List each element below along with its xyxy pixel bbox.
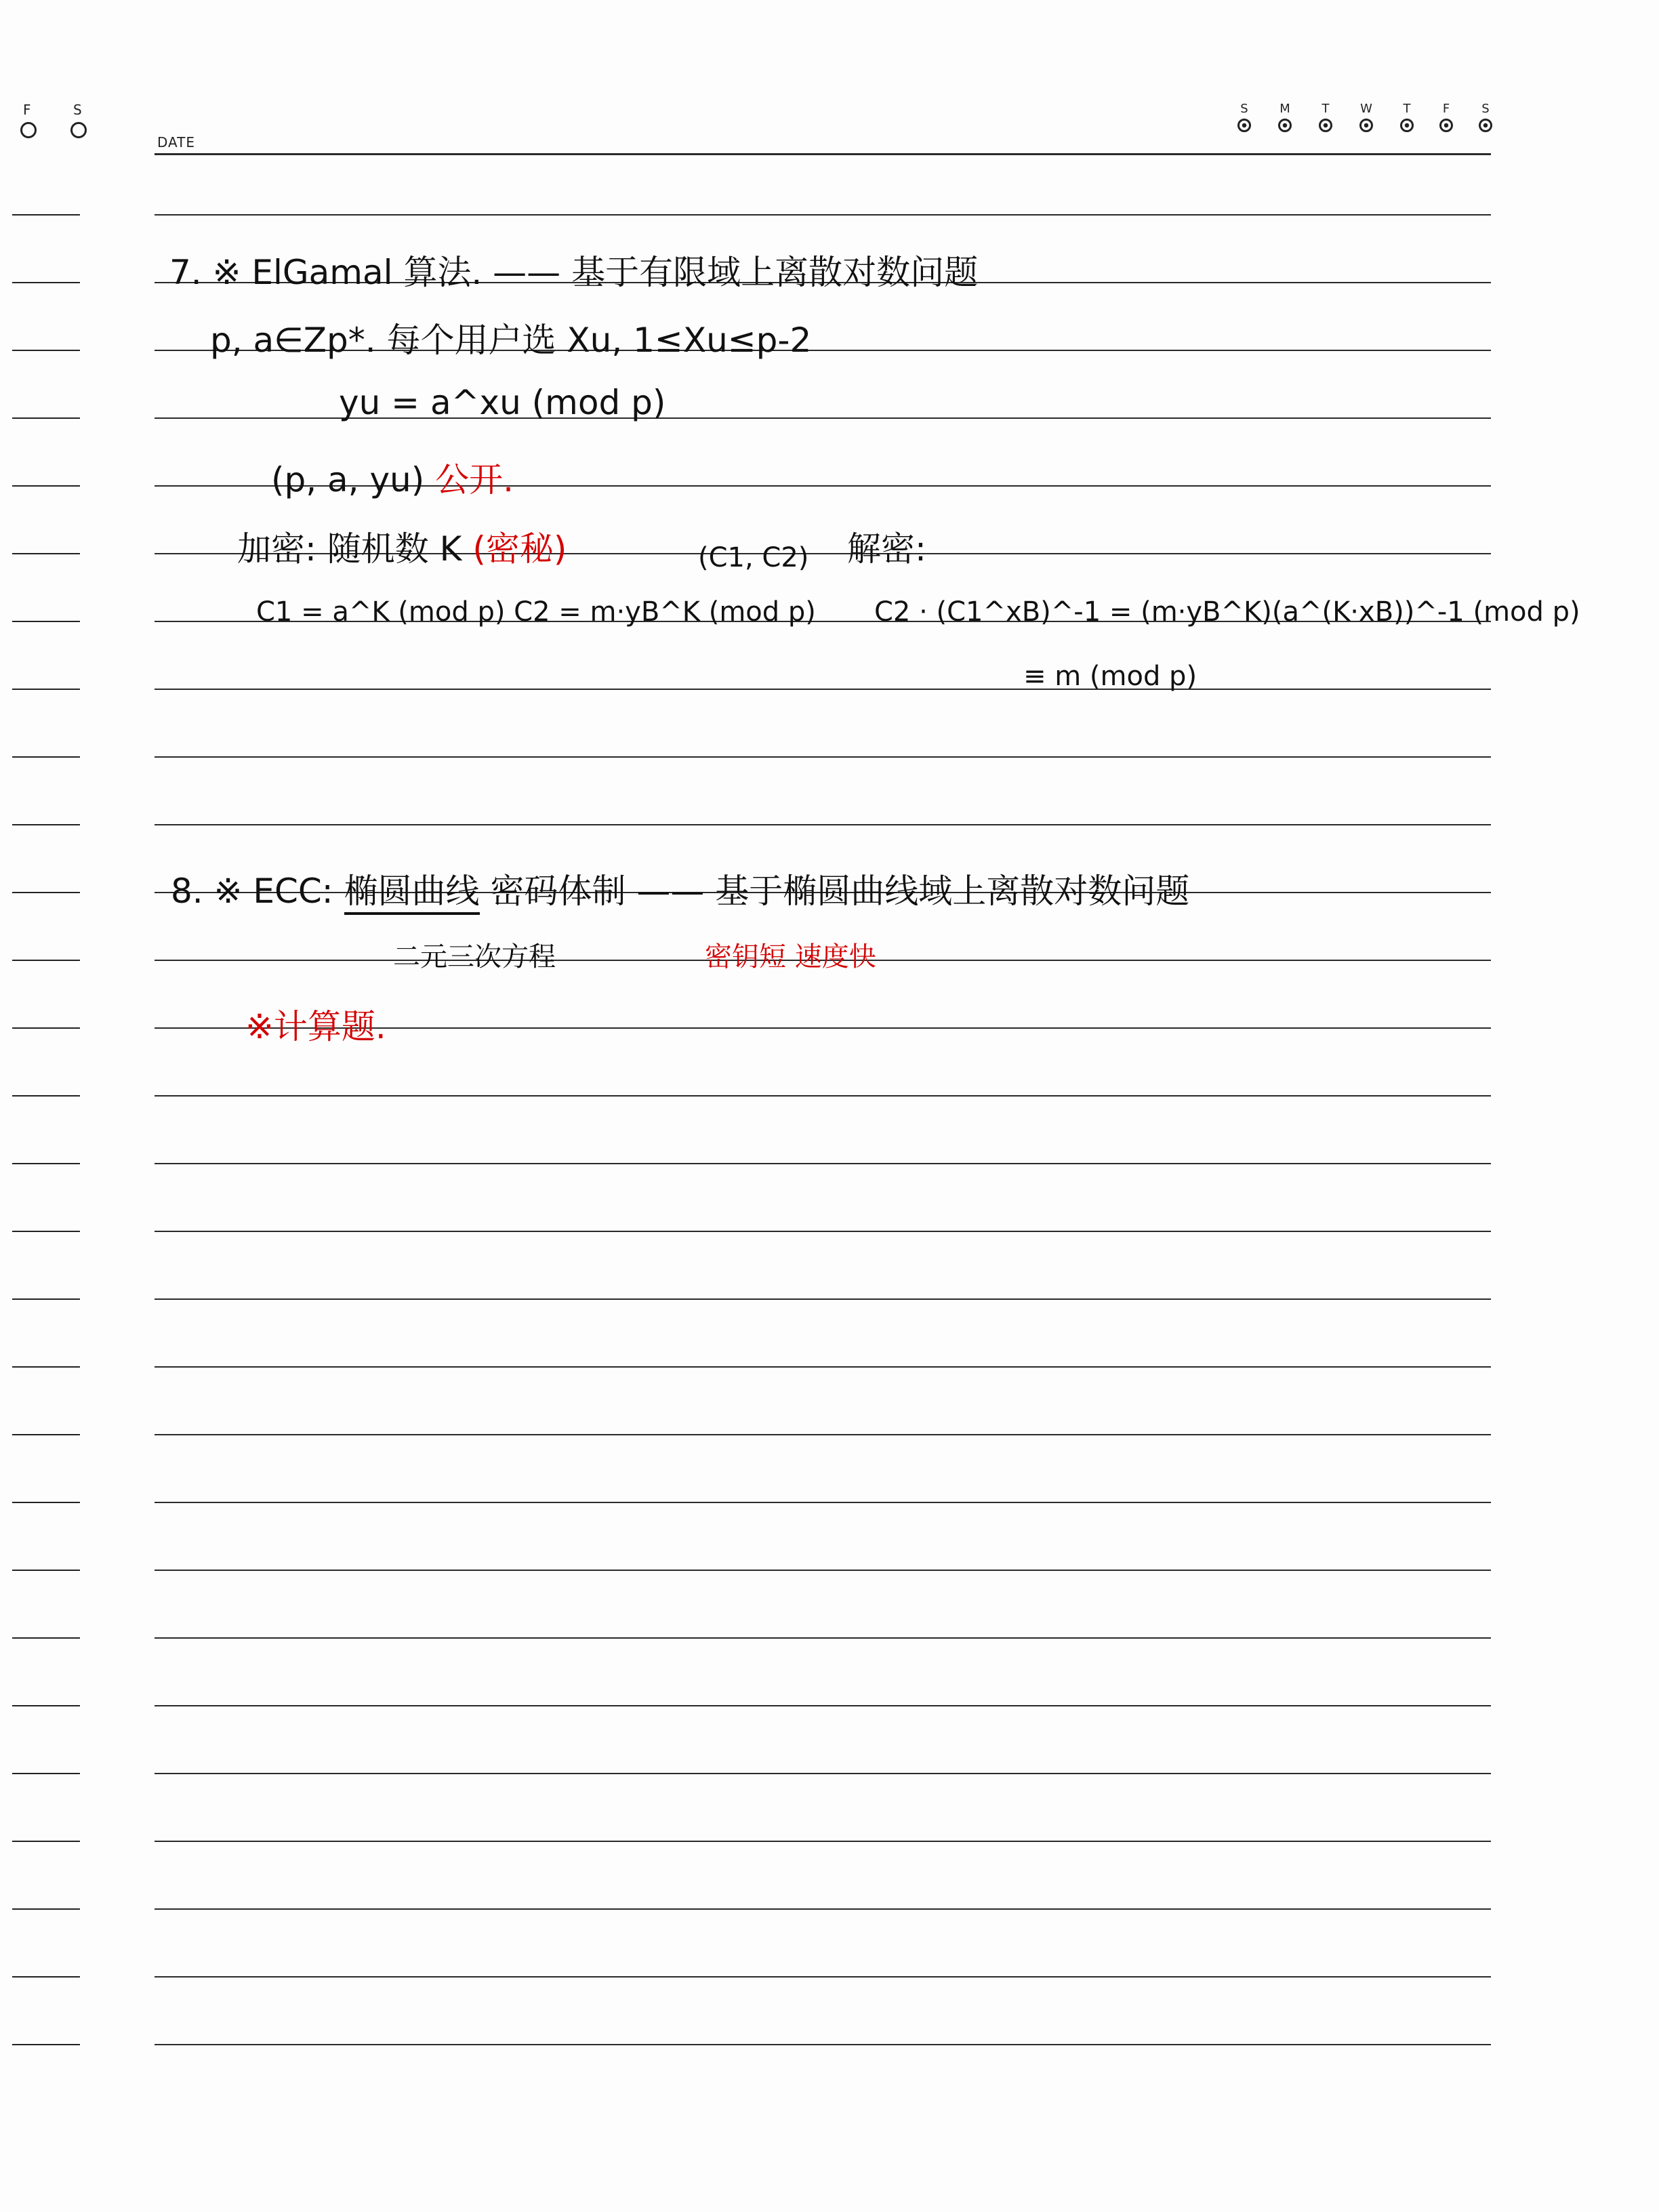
margin-line [12,1773,80,1774]
ruled-line [155,824,1491,825]
date-label: DATE [157,134,196,150]
margin-line [12,282,80,283]
public-note: 公开. [435,460,514,499]
ruled-line [155,689,1491,690]
margin-line [12,1976,80,1978]
ruled-line [155,1502,1491,1503]
left-day-s-circle [70,122,87,138]
ruled-line [155,214,1491,216]
decrypt-formula-1: C2 · (C1^xB)^-1 = (m·yB^K)(a^(K·xB))^-1 (mod p) [874,596,1580,628]
margin-line [12,689,80,690]
margin-line [12,824,80,825]
left-day-f-circle [20,122,37,138]
margin-line [12,1027,80,1029]
ruled-line [155,1976,1491,1978]
margin-line [12,1908,80,1910]
section7-line1: p, a∈Zp*. 每个用户选 Xu, 1≤Xu≤p-2 [210,321,812,360]
margin-line [12,892,80,893]
ruled-line [155,1366,1491,1368]
left-day-s: S [73,102,83,118]
decrypt-label: 解密: [847,529,926,569]
encrypt-formula: C1 = a^K (mod p) C2 = m·yB^K (mod p) [256,596,816,628]
margin-line [12,2044,80,2045]
section8-red-note: 密钥短 速度快 [705,941,876,972]
weekday-w: W [1353,102,1380,132]
weekday-s: S [1231,102,1258,132]
margin-line [12,1231,80,1232]
section8-subnote: 二元三次方程 [393,941,556,972]
ruled-line [155,1163,1491,1164]
section7-line3 [271,453,514,501]
encrypt-secret-note: (密秘) [472,529,567,569]
margin-line [12,214,80,216]
public-params: (p, a, yu) [271,460,425,499]
left-day-f: F [23,102,32,118]
ruled-line [155,1095,1491,1097]
decrypt-formula-2: ≡ m (mod p) [1023,661,1197,692]
margin-line [12,1298,80,1300]
margin-line [12,756,80,758]
margin-line [12,350,80,351]
ruled-line [155,1637,1491,1639]
weekday-s2: S [1472,102,1499,132]
section8-title [171,864,1189,913]
encrypt-line [237,522,567,571]
margin-line [12,1570,80,1571]
margin-line [12,1502,80,1503]
ruled-line [155,2044,1491,2045]
margin-line [12,621,80,622]
margin-line [12,1163,80,1164]
section7-line2: yu = a^xu (mod p) [339,383,666,422]
weekday-m: M [1271,102,1298,132]
ruled-line [155,1841,1491,1842]
margin-line [12,1434,80,1435]
section8-calc-note: ※计算题. [245,1007,386,1046]
ruled-line [155,1231,1491,1232]
weekday-t: T [1312,102,1339,132]
ruled-line [155,1908,1491,1910]
ruled-line [155,756,1491,758]
section7-title: 7. ※ ElGamal 算法. —— 基于有限域上离散对数问题 [169,253,979,292]
margin-line [12,1095,80,1097]
section8-title-prefix: 8. ※ ECC: [171,872,333,911]
section8-title-underlined: 椭圆曲线 [344,872,480,915]
margin-line [12,1637,80,1639]
ruled-line [155,1434,1491,1435]
margin-line [12,960,80,961]
margin-line [12,485,80,487]
margin-line [12,1366,80,1368]
ruled-line [155,1298,1491,1300]
margin-line [12,1705,80,1706]
weekday-t2: T [1393,102,1420,132]
margin-line [12,417,80,419]
section8-title-rest: 密码体制 —— 基于椭圆曲线域上离散对数问题 [490,872,1190,911]
weekday-f: F [1433,102,1460,132]
ruled-line [155,1705,1491,1706]
ruled-line [155,1570,1491,1571]
margin-line [12,553,80,554]
ruled-line [155,1773,1491,1774]
cipher-pair: (C1, C2) [698,542,809,573]
margin-line [12,1841,80,1842]
header-rule [155,153,1491,155]
encrypt-label: 加密: 随机数 K [237,529,462,569]
